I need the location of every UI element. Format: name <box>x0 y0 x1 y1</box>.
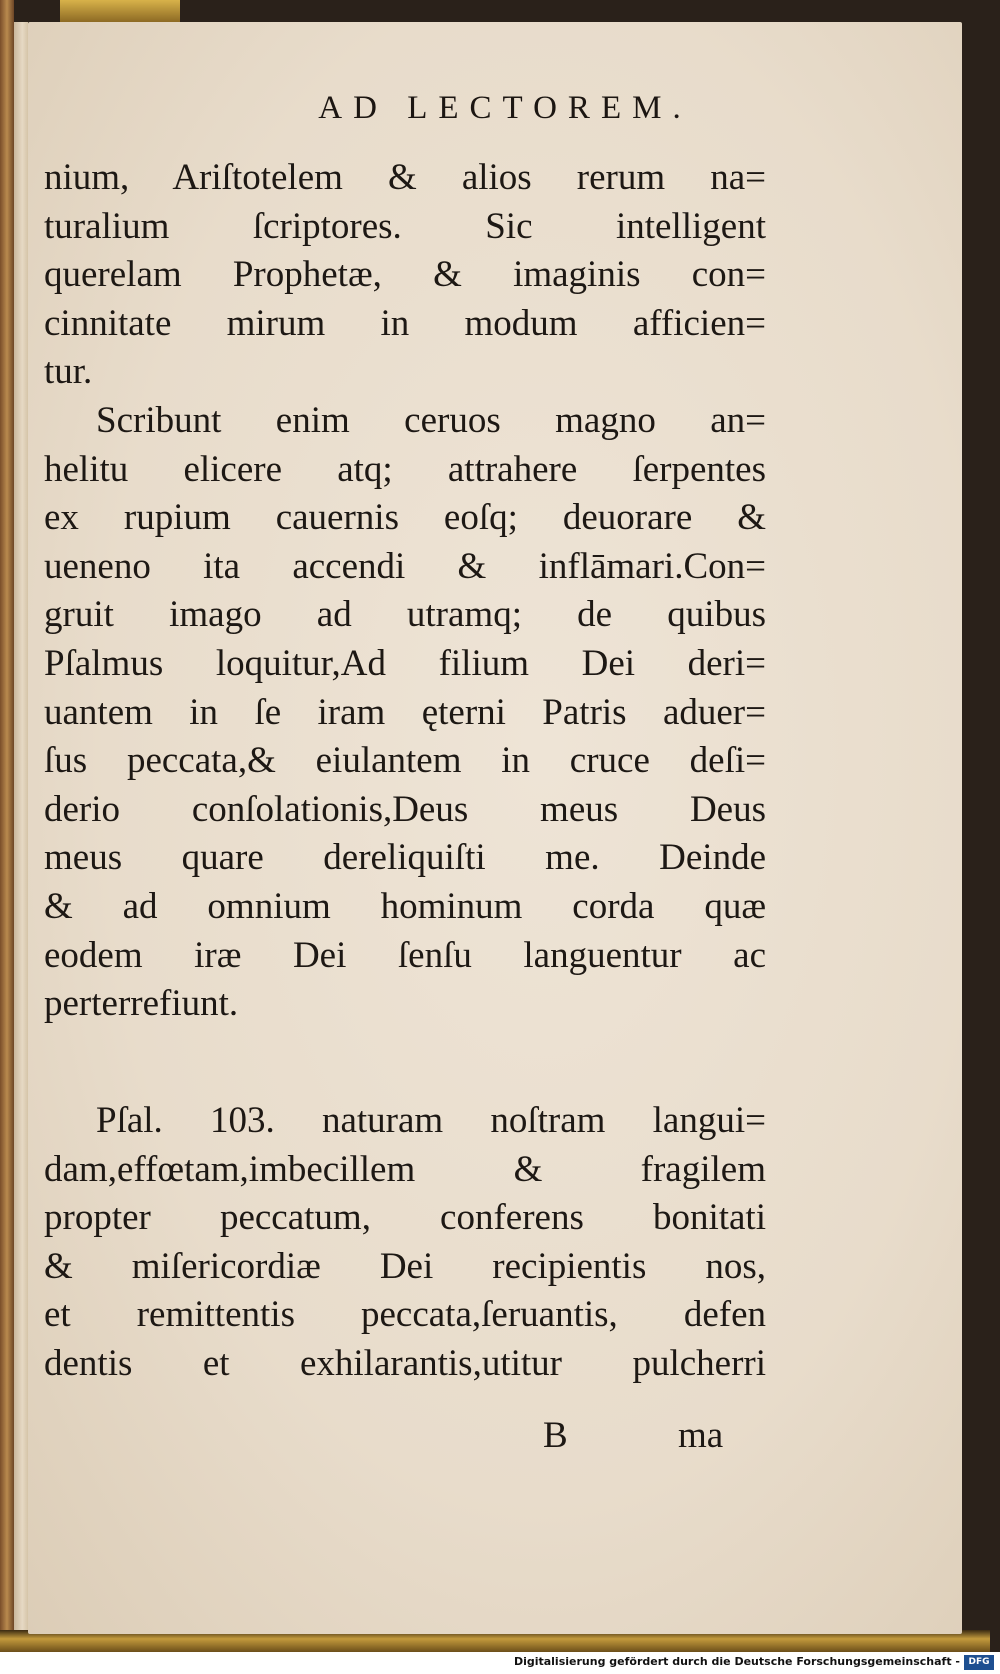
gilt-edge-top <box>60 0 180 22</box>
text-line: propter peccatum, conferens bonitati <box>44 1197 766 1239</box>
text-line: dam,effœtam,imbecillem & fragilem <box>44 1148 766 1190</box>
text-line: Scribunt enim ceruos magno an= <box>96 399 766 441</box>
text-line: ueneno ita accendi & inflāmari.Con= <box>44 545 766 587</box>
book-spine <box>0 0 14 1652</box>
text-line: turalium ſcriptores. Sic intelligent <box>44 205 766 247</box>
text-line: helitu elicere atq; attrahere ſerpentes <box>44 448 766 490</box>
text-line: dentis et exhilarantis,utitur pulcherri <box>44 1342 766 1384</box>
text-line: gruit imago ad utramq; de quibus <box>44 594 766 636</box>
text-line: & miſericordiæ Dei recipientis nos, <box>44 1245 766 1287</box>
digitization-footer <box>0 1652 1000 1674</box>
signature-mark: B <box>543 1415 568 1456</box>
book-page <box>28 22 962 1634</box>
text-line: et remittentis peccata,ſeruantis, defen <box>44 1294 766 1336</box>
text-block-1 <box>44 154 766 1029</box>
text-line: Pſalmus loquitur,Ad filium Dei deri= <box>44 642 766 684</box>
text-line: & ad omnium hominum corda quæ <box>44 885 766 927</box>
dfg-logo: DFG <box>964 1655 994 1670</box>
text-line: cinnitate mirum in modum afficien= <box>44 302 766 344</box>
page-edge <box>14 22 28 1634</box>
catchword: ma <box>678 1415 724 1456</box>
text-line: eodem iræ Dei ſenſu languentur ac <box>44 934 766 976</box>
text-line: Pſal. 103. naturam noſtram langui= <box>96 1100 766 1141</box>
text-line: derio conſolationis,Deus meus Deus <box>44 788 766 830</box>
text-block-2 <box>44 1097 766 1389</box>
text-line: querelam Prophetæ, & imaginis con= <box>44 254 766 296</box>
text-line: meus quare dereliquiſti me. Deinde <box>44 837 766 879</box>
running-head: AD LECTOREM. <box>318 90 692 126</box>
text-line: tur. <box>44 351 93 393</box>
text-line: ſus peccata,& eiulantem in cruce deſi= <box>44 740 766 782</box>
text-line: uantem in ſe iram ęterni Patris aduer= <box>44 691 766 733</box>
text-line: perterrefiunt. <box>44 983 239 1025</box>
text-line: nium, Ariſtotelem & alios rerum na= <box>44 157 766 198</box>
text-line: ex rupium cauernis eoſq; deuorare & <box>44 497 766 539</box>
funding-credit: Digitalisierung gefördert durch die Deutsche Forschungsgemeinschaft - <box>513 1655 960 1668</box>
